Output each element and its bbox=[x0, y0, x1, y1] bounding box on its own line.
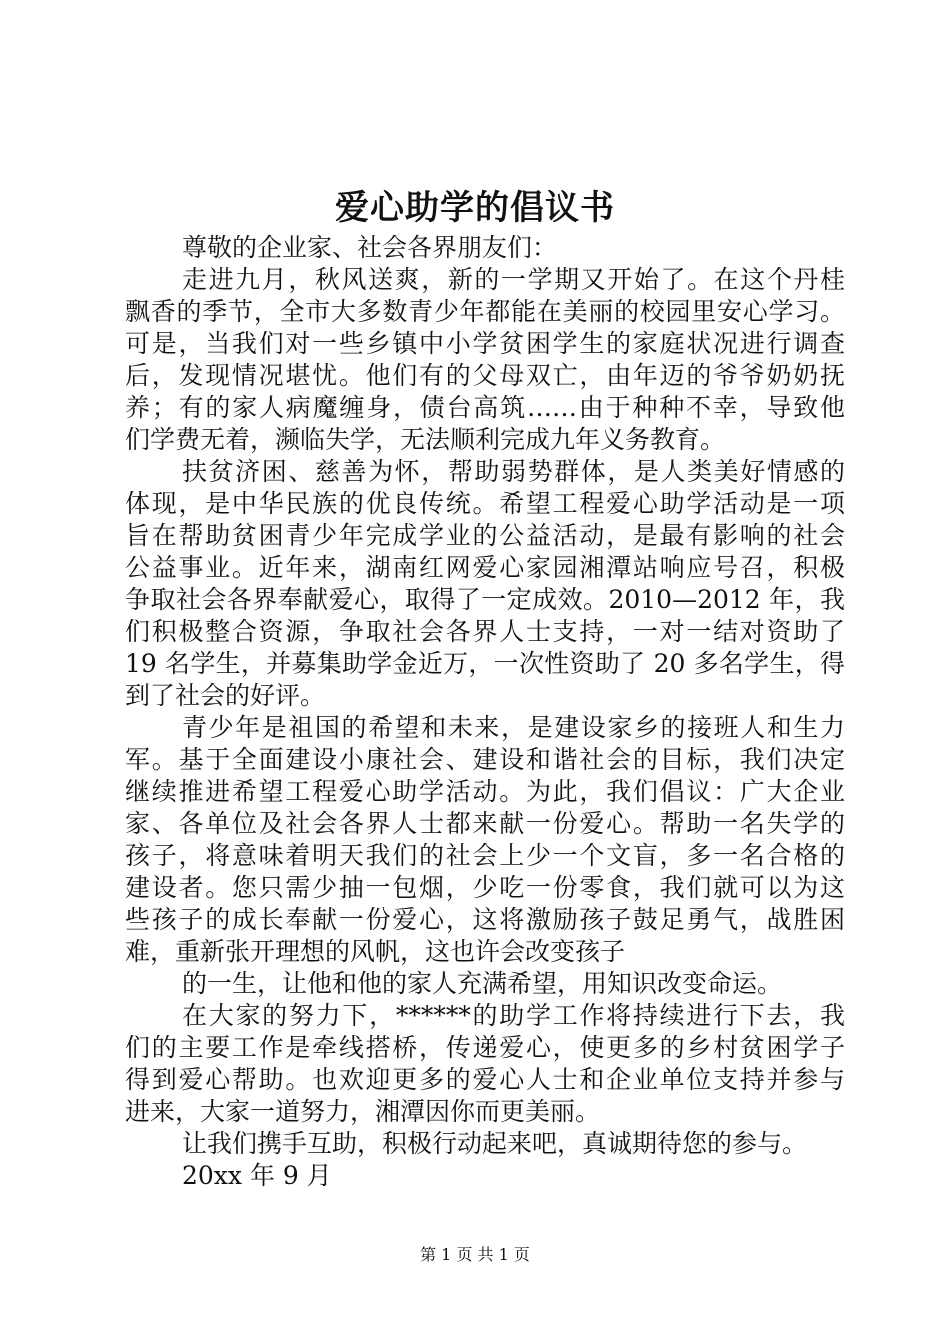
paragraph-line: 19 名学生，并募集助学金近万，一次性资助了 20 多名学生，得 bbox=[125, 649, 845, 678]
paragraph-line: 在大家的努力下，******的助学工作将持续进行下去，我 bbox=[182, 1001, 845, 1030]
paragraph-line: 建设者。您只需少抽一包烟，少吃一份零食，我们就可以为这 bbox=[125, 873, 845, 902]
date-line: 20xx 年 9 月 bbox=[182, 1161, 332, 1190]
paragraph-line: 旨在帮助贫困青少年完成学业的公益活动，是最有影响的社会 bbox=[125, 521, 845, 550]
paragraph-line: 公益事业。近年来，湖南红网爱心家园湘潭站响应号召，积极 bbox=[125, 553, 845, 582]
paragraph-line: 们积极整合资源，争取社会各界人士支持，一对一结对资助了 bbox=[125, 617, 845, 646]
paragraph-line: 飘香的季节，全市大多数青少年都能在美丽的校园里安心学习。 bbox=[125, 297, 845, 326]
closing-line: 让我们携手互助，积极行动起来吧，真诚期待您的参与。 bbox=[182, 1129, 808, 1158]
page-footer: 第 1 页 共 1 页 bbox=[420, 1245, 530, 1264]
paragraph-line: 青少年是祖国的希望和未来，是建设家乡的接班人和生力 bbox=[182, 713, 845, 742]
paragraph-line: 养；有的家人病魔缠身，债台高筑……由于种种不幸，导致他 bbox=[125, 393, 845, 422]
paragraph-line: 军。基于全面建设小康社会、建设和谐社会的目标，我们决定 bbox=[125, 745, 845, 774]
document-title: 爱心助学的倡议书 bbox=[335, 188, 615, 228]
paragraph-line: 到了社会的好评。 bbox=[125, 681, 326, 710]
paragraph-line: 们学费无着，濒临失学，无法顺利完成九年义务教育。 bbox=[125, 425, 726, 454]
paragraph-line: 们的主要工作是牵线搭桥，传递爱心，使更多的乡村贫困学子 bbox=[125, 1033, 845, 1062]
paragraph-line: 家、各单位及社会各界人士都来献一份爱心。帮助一名失学的 bbox=[125, 809, 845, 838]
paragraph-line: 争取社会各界奉献爱心，取得了一定成效。2010—2012 年，我 bbox=[125, 585, 845, 614]
paragraph-line: 些孩子的成长奉献一份爱心，这将激励孩子鼓足勇气，战胜困 bbox=[125, 905, 845, 934]
paragraph-line: 继续推进希望工程爱心助学活动。为此，我们倡议：广大企业 bbox=[125, 777, 845, 806]
paragraph-line: 孩子，将意味着明天我们的社会上少一个文盲，多一名合格的 bbox=[125, 841, 845, 870]
document-body bbox=[125, 232, 845, 1192]
paragraph-line: 后，发现情况堪忧。他们有的父母双亡，由年迈的爷爷奶奶抚 bbox=[125, 361, 845, 390]
paragraph-line: 走进九月，秋风送爽，新的一学期又开始了。在这个丹桂 bbox=[182, 265, 845, 294]
paragraph-line: 可是，当我们对一些乡镇中小学贫困学生的家庭状况进行调查 bbox=[125, 329, 845, 358]
salutation-line: 尊敬的企业家、社会各界朋友们： bbox=[182, 233, 558, 262]
paragraph-line: 扶贫济困、慈善为怀，帮助弱势群体，是人类美好情感的 bbox=[182, 457, 845, 486]
paragraph-line: 的一生，让他和他的家人充满希望，用知识改变命运。 bbox=[182, 969, 783, 998]
paragraph-line: 难，重新张开理想的风帆，这也许会改变孩子 bbox=[125, 937, 626, 966]
paragraph-line: 得到爱心帮助。也欢迎更多的爱心人士和企业单位支持并参与 bbox=[125, 1065, 845, 1094]
paragraph-line: 体现，是中华民族的优良传统。希望工程爱心助学活动是一项 bbox=[125, 489, 845, 518]
paragraph-line: 进来，大家一道努力，湘潭因你而更美丽。 bbox=[125, 1097, 601, 1126]
